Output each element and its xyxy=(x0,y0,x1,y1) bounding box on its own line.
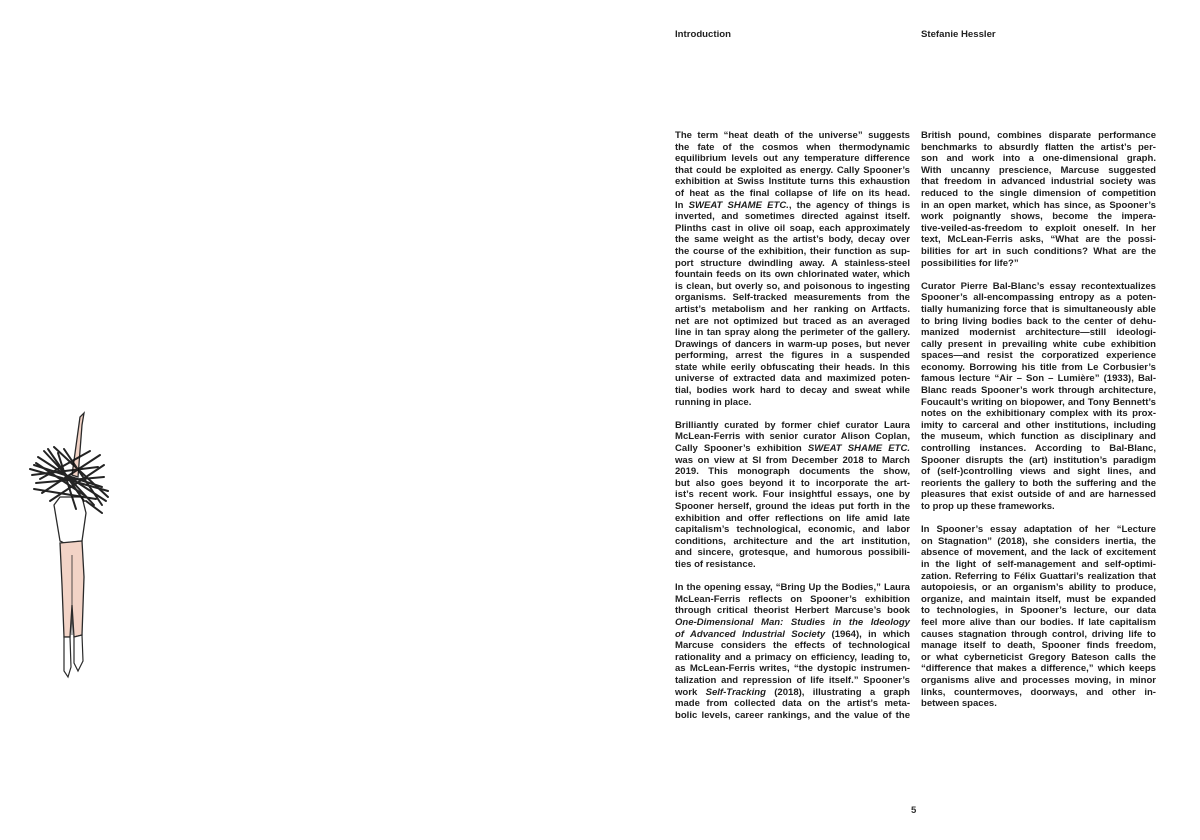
text-line: work Self-Tracking (2018), illustrating a graph xyxy=(675,686,910,698)
text-line: artist’s metabolism and her ranking on Artfacts. xyxy=(675,303,910,315)
text-line: cally present in prevailing white cube exhibition xyxy=(921,338,1156,350)
text-line: tive-veiled-as-freedom to exploit oneself. In her xyxy=(921,222,1156,234)
text-line: economy. Borrowing his title from Le Corbusier’s xyxy=(921,361,1156,373)
paragraph-gap xyxy=(675,408,910,420)
text-line: line in tan spray along the perimeter of the gallery. xyxy=(675,327,910,339)
text-line: imity to carceral and other institutions, including xyxy=(921,419,1156,431)
text-line: bolic levels, career rankings, and the value of the xyxy=(675,709,910,721)
text-line: autopoiesis, or an organism’s ability to produce, xyxy=(921,582,1156,594)
text-line: that could be exploited as energy. Cally Spooner’s xyxy=(675,164,910,176)
text-line: tially humanizing force that is simultaneously able xyxy=(921,303,1156,315)
text-line: Cally Spooner’s exhibition SWEAT SHAME ETC. xyxy=(675,443,910,455)
text-line: organize, and maintain itself, must be expanded xyxy=(921,593,1156,605)
text-line: reorients the gallery to both the suffering and the xyxy=(921,477,1156,489)
text-line: made from collected data on the artist’s meta- xyxy=(675,698,910,710)
text-line: that freedom in advanced industrial society was xyxy=(921,176,1156,188)
text-line: Foucault’s writing on biopower, and Tony Bennett’s xyxy=(921,396,1156,408)
text-line: to bring living bodies back to the center of dehu- xyxy=(921,315,1156,327)
text-line: of heat as the final collapse of life on its head. xyxy=(675,187,910,199)
text-column-left xyxy=(675,130,910,721)
text-line: to prop up these frameworks. xyxy=(921,501,1055,512)
text-line: but also goes beyond it to incorporate the art- xyxy=(675,477,910,489)
text-line: feel more alive than our bodies. If late capitalism xyxy=(921,616,1156,628)
text-line: son and work into a one-dimensional graph. xyxy=(921,153,1156,165)
text-line: “difference that makes a difference,” which keeps xyxy=(921,663,1156,675)
paragraph-gap xyxy=(921,513,1156,525)
text-line: possibilities for life?” xyxy=(921,257,1019,269)
text-line: exhibition at Swiss Institute turns this exhaustion xyxy=(675,176,910,188)
text-line: inverted, and sometimes directed against itself. xyxy=(675,211,910,223)
text-line: absence of movement, and the lack of excitement xyxy=(921,547,1156,559)
text-line: reduced to the single dimension of competition xyxy=(921,187,1156,199)
text-column-right xyxy=(921,130,1156,710)
text-line: the museum, which function as disciplinary and xyxy=(921,431,1156,443)
text-line: Curator Pierre Bal-Blanc’s essay recontextualizes xyxy=(921,280,1156,292)
text-line: in the light of self-management and self-optimi- xyxy=(921,558,1156,570)
text-line: Blanc reads Spooner’s work through architecture, xyxy=(921,385,1156,397)
text-line: capitalism’s technological, economic, and labor xyxy=(675,524,910,536)
text-line: rationality and a primacy on efficiency, leading to, xyxy=(675,651,910,663)
text-line: links, countermoves, doorways, and other in- xyxy=(921,686,1156,698)
text-line: through critical theorist Herbert Marcuse’s book xyxy=(675,605,910,617)
text-line: conditions, architecture and the art institution, xyxy=(675,535,910,547)
text-line: manage itself to death, Spooner finds freedom, xyxy=(921,640,1156,652)
text-line: is clean, but overly so, and poisonous to ingesting xyxy=(675,280,910,292)
text-line: In Spooner’s essay adaptation of her “Lecture xyxy=(921,524,1156,536)
text-line: tial, bodies work hard to decay and sweat while xyxy=(675,385,910,397)
text-line: causes stagnation through control, driving life to xyxy=(921,628,1156,640)
text-line: notes on the exhibitionary complex with its prox- xyxy=(921,408,1156,420)
text-line: and sincere, grotesque, and humorous possibili- xyxy=(675,547,910,559)
text-line: With uncanny prescience, Marcuse suggested xyxy=(921,164,1156,176)
text-line: of Advanced Industrial Society (1964), in which xyxy=(675,628,910,640)
text-line: the fate of the cosmos when thermodynamic xyxy=(675,141,910,153)
text-line: running in place. xyxy=(675,396,752,408)
text-line: port structure dwindling away. A stainless-steel xyxy=(675,257,910,269)
text-line: ist’s recent work. Four insightful essays, one by xyxy=(675,489,910,501)
text-line: organisms alive and processes moving, in minor xyxy=(921,674,1156,686)
paragraph-gap xyxy=(921,269,1156,281)
text-line: performing, arrest the figures in a suspended xyxy=(675,350,910,362)
text-line: universe of extracted data and maximized poten- xyxy=(675,373,910,385)
section-title: Introduction xyxy=(675,29,731,40)
text-line: 2019. This monograph documents the show, xyxy=(675,466,910,478)
text-line: organisms. Self-tracked measurements from the xyxy=(675,292,910,304)
text-line: net are not optimized but traced as an averaged xyxy=(675,315,910,327)
text-line: Spooner herself, ground the ideas put forth in the xyxy=(675,501,910,512)
text-line: spaces—and resist the corporatized experience xyxy=(921,350,1156,362)
text-line: pleasures that exist outside of and are harnessed xyxy=(921,489,1156,501)
text-line: bilities for art in such conditions? What are the xyxy=(921,245,1156,257)
text-line: zation. Referring to Félix Guattari’s realization that xyxy=(921,570,1156,582)
text-line: the same weight as the artist’s body, decay over xyxy=(675,234,910,246)
page-number: 5 xyxy=(911,805,917,816)
text-line: controlling instances. According to Bal-Blanc, xyxy=(921,443,1156,455)
text-line: on Stagnation” (2018), she considers inertia, the xyxy=(921,535,1156,547)
text-line: or what cyberneticist Gregory Bateson calls the xyxy=(921,651,1156,663)
text-line: Drawings of dancers in warm-up poses, but never xyxy=(675,338,910,350)
paragraph-gap xyxy=(675,571,910,583)
text-line: In SWEAT SHAME ETC., the agency of things is xyxy=(675,199,911,211)
text-line: equilibrium levels out any temperature difference xyxy=(675,153,910,165)
text-line: in an open market, which has since, as Spooner’s xyxy=(921,199,1156,211)
text-line: Marcuse considers the effects of technological xyxy=(675,640,910,652)
text-line: of (self-)controlling views and sight lines, and xyxy=(921,466,1156,478)
author-name: Stefanie Hessler xyxy=(921,29,996,40)
text-line: fountain feeds on its own chlorinated water, which xyxy=(675,269,910,281)
text-line: benchmarks to absurdly flatten the artist’s per- xyxy=(921,141,1156,153)
text-line: to technologies, in Spooner’s lecture, our data xyxy=(921,605,1156,617)
text-line: exhibition and offer reflections on life amid late xyxy=(675,512,910,524)
text-line: British pound, combines disparate performance xyxy=(921,130,1156,141)
text-line: One-Dimensional Man: Studies in the Ideology xyxy=(675,616,910,628)
text-line: talization and repression of life itself.” Spooner’s xyxy=(675,674,910,686)
text-line: The term “heat death of the universe” suggests xyxy=(675,130,910,141)
text-line: In the opening essay, “Bring Up the Bodies,” Laura xyxy=(675,582,910,594)
text-line: was on view at SI from December 2018 to March xyxy=(675,454,910,466)
dancer-illustration xyxy=(24,405,124,685)
text-line: Spooner’s all-encompassing entropy as a poten- xyxy=(921,292,1156,304)
text-line: famous lecture “Air – Son – Lumière” (1933), Bal- xyxy=(921,373,1156,385)
text-line: Brilliantly curated by former chief curator Laura xyxy=(675,419,910,431)
text-line: McLean-Ferris reflects on Spooner’s exhibition xyxy=(675,593,910,605)
text-line: state while eerily obfuscating their heads. In this xyxy=(675,361,910,373)
text-line: ties of resistance. xyxy=(675,558,756,570)
text-line: text, McLean-Ferris asks, “What are the possi- xyxy=(921,234,1156,246)
text-line: manized modernist architecture—still ideologi- xyxy=(921,327,1156,339)
text-line: Plinths cast in olive oil soap, each approximately xyxy=(675,222,910,234)
text-line: work poignantly shows, become the impera- xyxy=(921,211,1156,223)
text-line: between spaces. xyxy=(921,698,997,710)
text-line: as McLean-Ferris writes, “the dystopic instrumen- xyxy=(675,663,910,675)
text-line: Spooner disrupts the (art) institution’s paradigm xyxy=(921,454,1156,466)
text-line: McLean-Ferris with senior curator Alison Coplan, xyxy=(675,431,910,443)
text-line: the course of the exhibition, their function as sup- xyxy=(675,245,910,257)
